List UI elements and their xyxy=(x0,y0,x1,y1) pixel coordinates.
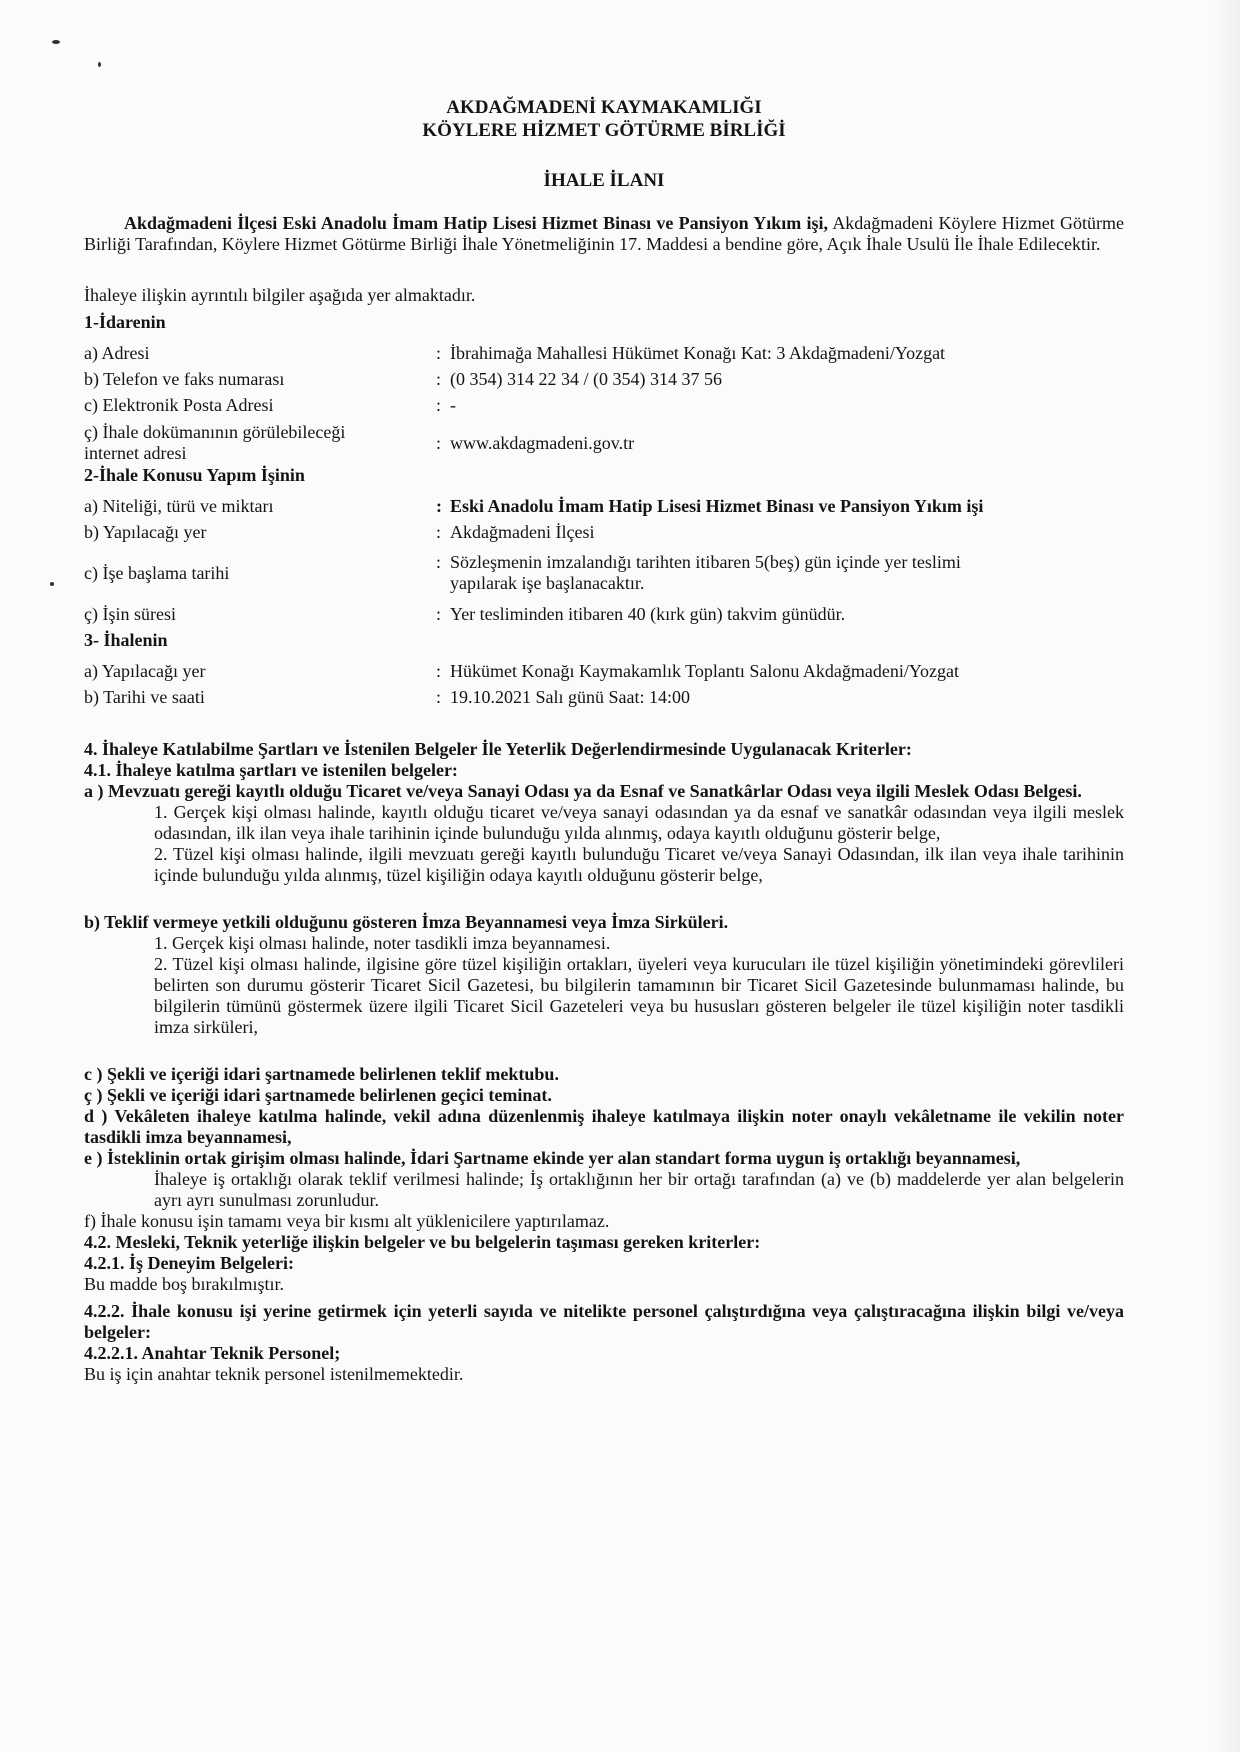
row-label: ç) İhale dokümanının görülebileceği internet adresi xyxy=(84,422,346,463)
section4221-text: Bu iş için anahtar teknik personel istenilmemektedir. xyxy=(84,1364,464,1384)
row-label: a) Niteliği, türü ve miktarı xyxy=(84,496,274,516)
item-b-heading: b) Teklif vermeye yetkili olduğunu gösteren İmza Beyannamesi veya İmza Sirküleri. xyxy=(84,912,729,932)
item-a1: 1. Gerçek kişi olması halinde, kayıtlı olduğu ticaret ve/veya sanayi odasından ya da esnaf ve sanatkâr odasından veya ilgili meslek odasından, ilk ilan veya ihale tarihinin içinde bulunduğu yılda alınmış, odaya kayıtlı olduğunu gösterir belge, xyxy=(154,802,1124,843)
row-value: Akdağmadeni İlçesi xyxy=(450,522,595,542)
section3-row-place: a) Yapılacağı yer : Hükümet Konağı Kaymakamlık Toplantı Salonu Akdağmadeni/Yozgat xyxy=(84,661,960,681)
row-value: www.akdagmadeni.gov.tr xyxy=(450,432,635,453)
item-f: f) İhale konusu işin tamamı veya bir kısmı alt yüklenicilere yaptırılamaz. xyxy=(84,1211,610,1231)
row-label: c) İşe başlama tarihi xyxy=(84,562,230,583)
row-label: c) Elektronik Posta Adresi xyxy=(84,395,274,415)
row-label: b) Yapılacağı yer xyxy=(84,522,207,542)
section4-heading: 4. İhaleye Katılabilme Şartları ve İstenilen Belgeler İle Yeterlik Değerlendirmesinde Uygulanacak Kriterler: xyxy=(84,739,912,759)
row-label: b) Tarihi ve saati xyxy=(84,687,205,707)
section1-row-phone: b) Telefon ve faks numarası : (0 354) 314 22 34 / (0 354) 314 37 56 xyxy=(84,369,722,389)
row-label: ç) İşin süresi xyxy=(84,604,176,624)
section2-row-place: b) Yapılacağı yer : Akdağmadeni İlçesi xyxy=(84,522,595,542)
row-value: Sözleşmenin imzalandığı tarihten itibaren 5(beş) gün içinde yer teslimi yapılarak işe başlanacaktır. xyxy=(450,552,961,593)
section2-row-nature: a) Niteliği, türü ve miktarı : Eski Anadolu İmam Hatip Lisesi Hizmet Binası ve Pansiyon Yıkım işi xyxy=(84,496,984,516)
section4221-heading: 4.2.2.1. Anahtar Teknik Personel; xyxy=(84,1343,341,1363)
scan-speck xyxy=(50,582,54,586)
document-page xyxy=(84,96,1124,1385)
item-b1: 1. Gerçek kişi olması halinde, noter tasdikli imza beyannamesi. xyxy=(154,933,611,953)
section2-heading: 2-İhale Konusu Yapım İşinin xyxy=(84,465,305,485)
row-value: İbrahimağa Mahallesi Hükümet Konağı Kat: 3 Akdağmadeni/Yozgat xyxy=(450,343,946,363)
row-value: Eski Anadolu İmam Hatip Lisesi Hizmet Binası ve Pansiyon Yıkım işi xyxy=(450,496,984,516)
header-line-1: AKDAĞMADENİ KAYMAKAMLIĞI xyxy=(446,97,762,118)
scan-edge-shadow xyxy=(1210,0,1240,1752)
row-value: Hükümet Konağı Kaymakamlık Toplantı Salonu Akdağmadeni/Yozgat xyxy=(450,661,960,681)
section3-heading: 3- İhalenin xyxy=(84,630,168,650)
row-value: 19.10.2021 Salı günü Saat: 14:00 xyxy=(450,687,690,707)
section2-row-start: c) İşe başlama tarihi : Sözleşmenin imzalandığı tarihten itibaren 5(beş) gün içinde yer teslimi yapılarak işe başlanacaktır. xyxy=(84,548,1124,598)
section41-heading: 4.1. İhaleye katılma şartları ve istenilen belgeler: xyxy=(84,760,458,780)
section1-row-website: ç) İhale dokümanının görülebileceği internet adresi : www.akdagmadeni.gov.tr xyxy=(84,422,635,463)
section1-row-address: a) Adresi : İbrahimağa Mahallesi Hükümet Konağı Kat: 3 Akdağmadeni/Yozgat xyxy=(84,343,946,363)
item-a-heading: a ) Mevzuatı gereği kayıtlı olduğu Ticaret ve/veya Sanayi Odası ya da Esnaf ve Sanatkârlar Odası veya ilgili Meslek Odası Belgesi. xyxy=(84,781,1082,801)
details-intro: İhaleye ilişkin ayrıntılı bilgiler aşağıda yer almaktadır. xyxy=(84,285,476,305)
item-b2: 2. Tüzel kişi olması halinde, ilgisine göre tüzel kişiliğin ortakları, üyeleri veya kurucuları ile tüzel kişiliğin yönetimindeki görevlileri belirten son durumu gösterir Ticaret Sicil Gazetesi, bu bilgilerin tamamının bir Ticaret Sicil Gazetesinde bulunmaması halinde, bu bilgilerin tümünü göstermek üzere ilgili Ticaret Sicil Gazeteleri veya bu hususları gösteren belgeler ile tüzel kişiliğin noter tasdikli imza sirküleri, xyxy=(154,954,1124,1037)
row-value: Yer tesliminden itibaren 40 (kırk gün) takvim günüdür. xyxy=(450,604,846,624)
scan-speck xyxy=(52,40,60,44)
intro-paragraph xyxy=(84,213,1124,255)
section422-heading: 4.2.2. İhale konusu işi yerine getirmek için yeterli sayıda ve nitelikte personel çalıştırdığına veya çalıştıracağına ilişkin bilgi ve/veya belgeler: xyxy=(84,1301,1124,1342)
item-d: d ) Vekâleten ihaleye katılma halinde, vekil adına düzenlenmiş ihaleye katılmaya ilişkin noter onaylı vekâletname ile vekilin noter tasdikli imza beyannamesi, xyxy=(84,1106,1124,1147)
section421-heading: 4.2.1. İş Deneyim Belgeleri: xyxy=(84,1253,294,1273)
row-label: b) Telefon ve faks numarası xyxy=(84,369,285,389)
row-label: a) Adresi xyxy=(84,343,150,363)
section1-row-email: c) Elektronik Posta Adresi : - xyxy=(84,395,456,415)
document-title: İHALE İLANI xyxy=(543,170,665,191)
item-cc: ç ) Şekli ve içeriği idari şartnamede belirlenen geçici teminat. xyxy=(84,1085,552,1105)
header-line-2: KÖYLERE HİZMET GÖTÜRME BİRLİĞİ xyxy=(422,120,786,141)
item-e: e ) İsteklinin ortak girişim olması halinde, İdari Şartname ekinde yer alan standart forma uygun iş ortaklığı beyannamesi, xyxy=(84,1148,1021,1168)
row-value: (0 354) 314 22 34 / (0 354) 314 37 56 xyxy=(450,369,722,389)
section421-text: Bu madde boş bırakılmıştır. xyxy=(84,1274,284,1294)
item-c: c ) Şekli ve içeriği idari şartnamede belirlenen teklif mektubu. xyxy=(84,1064,559,1084)
section3-row-date: b) Tarihi ve saati : 19.10.2021 Salı günü Saat: 14:00 xyxy=(84,687,690,707)
row-value: - xyxy=(450,395,456,415)
intro-bold: Akdağmadeni İlçesi Eski Anadolu İmam Hatip Lisesi Hizmet Binası ve Pansiyon Yıkım işi, xyxy=(124,213,829,233)
section2-row-duration: ç) İşin süresi : Yer tesliminden itibaren 40 (kırk gün) takvim günüdür. xyxy=(84,604,846,624)
scan-speck xyxy=(98,62,101,67)
item-e-note: İhaleye iş ortaklığı olarak teklif verilmesi halinde; İş ortaklığının her bir ortağı tarafından (a) ve (b) maddelerde yer alan belgelerin ayrı ayrı sunulması zorunludur. xyxy=(154,1169,1124,1210)
item-a2: 2. Tüzel kişi olması halinde, ilgili mevzuatı gereği kayıtlı bulunduğu Ticaret ve/veya Sanayi Odasından, ilk ilan veya ihale tarihinin içinde bulunduğu yılda alınmış, tüzel kişiliğin odaya kayıtlı olduğunu gösterir belge, xyxy=(154,844,1124,885)
row-label: a) Yapılacağı yer xyxy=(84,661,206,681)
section42-heading: 4.2. Mesleki, Teknik yeterliğe ilişkin belgeler ve bu belgelerin taşıması gereken kriterler: xyxy=(84,1232,761,1252)
intro-rest: Akdağmadeni Köylere Hizmet Götürme Birliği Tarafından, Köylere Hizmet Götürme Birliği İhale Yönetmeliğinin 17. Maddesi a bendine göre, Açık İhale Usulü İle İhale Edilecektir. xyxy=(84,213,1124,254)
section1-heading: 1-İdarenin xyxy=(84,312,166,332)
